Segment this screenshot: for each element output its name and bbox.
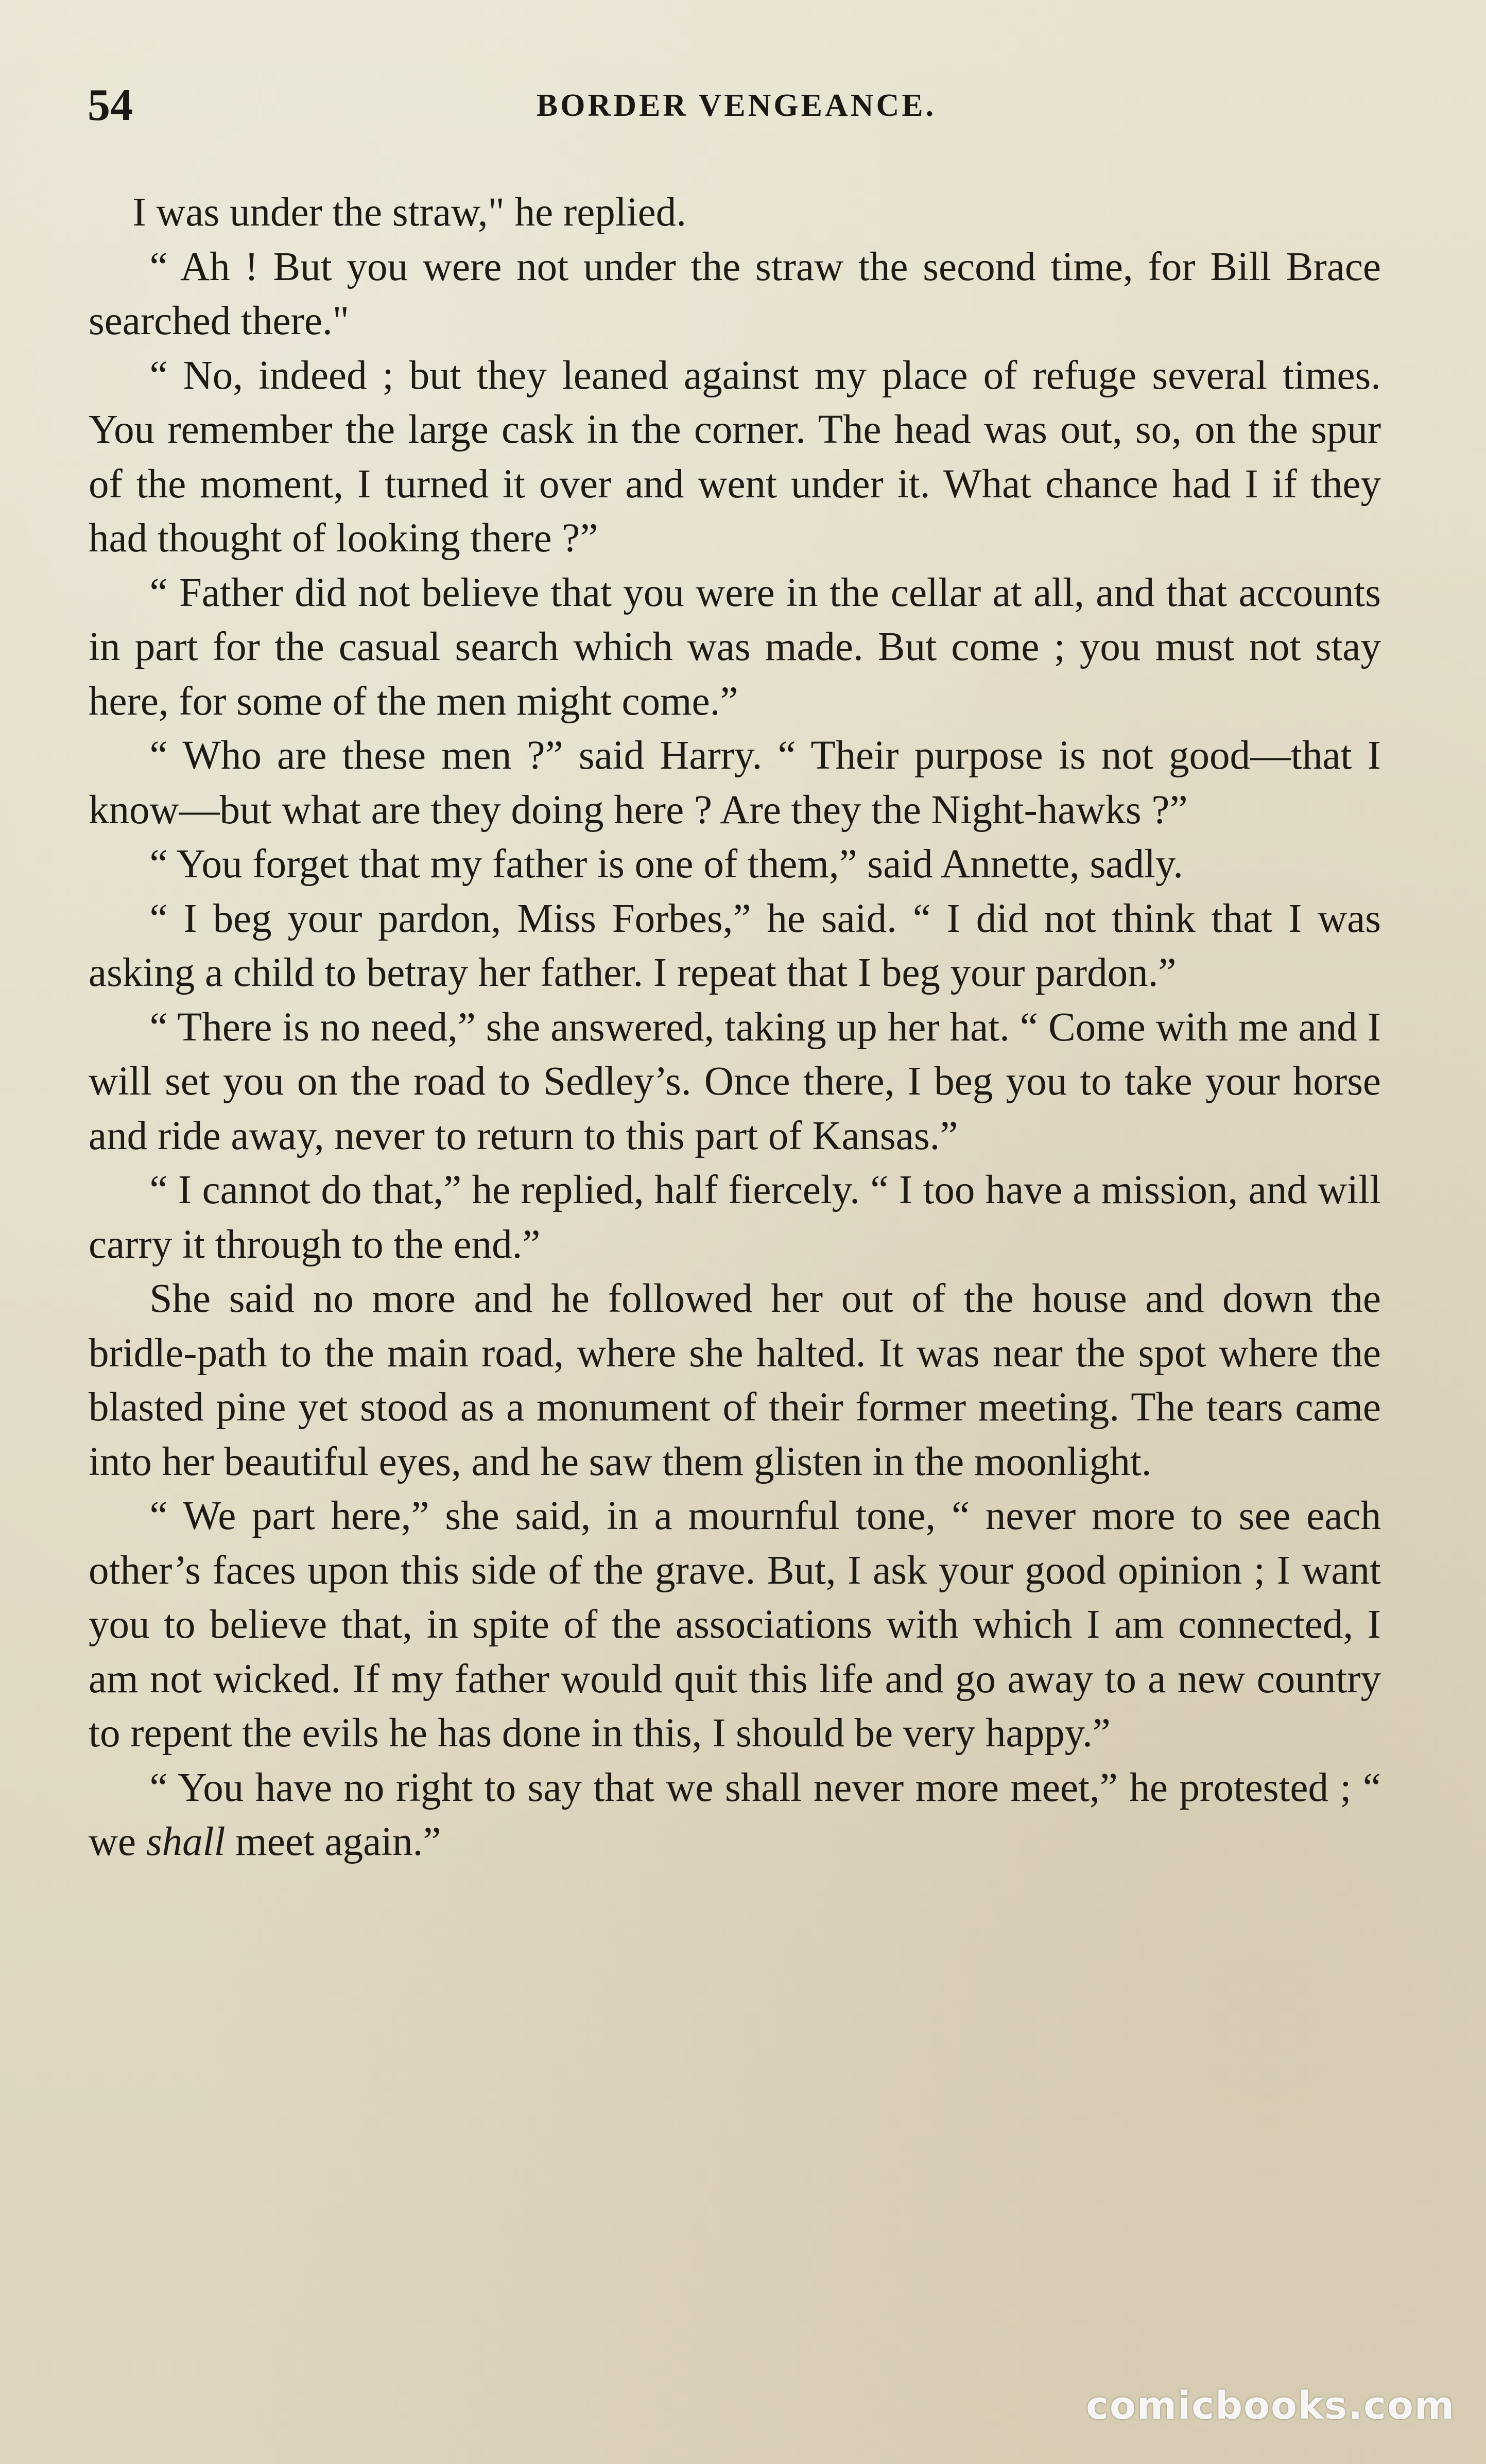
watermark-text: comicbooks.com <box>1086 2384 1455 2428</box>
paragraph: She said no more and he followed her out of the house and down the bridle-path to the main road, where she halted. It was near the spot where the blasted pine yet stood as a monument of their former meeting. The tears came into her beautiful eyes, and he saw them glisten in the moonlight. <box>89 1276 1381 1484</box>
page-header <box>88 77 1385 134</box>
emphasized-word: shall <box>146 1819 226 1864</box>
running-title: BORDER VENGEANCE. <box>536 88 937 123</box>
paragraph: “ There is no need,” she answered, taking up her hat. “ Come with me and I will set you on the road to Sedley’s. Once there, I beg you to take your horse and ride away, never to return to this part of Kansas.” <box>89 1004 1381 1158</box>
paragraph: “ Father did not believe that you were in the cellar at all, and that accounts in part for the casual search which was made. But come ; you must not stay here, for some of the men might come.” <box>89 570 1381 724</box>
paragraph: “ Ah ! But you were not under the straw the second time, for Bill Brace searched there." <box>89 244 1381 343</box>
paragraph-text-before: “ You have no right to say that we shall never more meet,” he protested ; “ we <box>89 1765 1381 1864</box>
page-number: 54 <box>88 80 133 130</box>
paragraph: “ I beg your pardon, Miss Forbes,” he said. “ I did not think that I was asking a child to betray her father. I repeat that I beg your pardon.” <box>89 896 1381 995</box>
paragraph-text-after: meet again.” <box>225 1819 441 1864</box>
paragraph: “ We part here,” she said, in a mournful tone, “ never more to see each other’s faces upon this side of the grave. But, I ask your good opinion ; I want you to believe that, in spite of the associations with which I am connected, I am not wicked. If my father would quit this life and go away to a new country to repent the evils he has done in this, I should be very happy.” <box>89 1494 1381 1756</box>
paragraph: “ You forget that my father is one of them,” said Annette, sadly. <box>149 842 1184 887</box>
body-text <box>89 185 1381 1869</box>
paragraph: I was under the straw," he replied. <box>132 190 686 235</box>
paragraph-last <box>89 1761 1381 1869</box>
paragraph: “ Who are these men ?” said Harry. “ Their purpose is not good—that I know—but what are they doing here ? Are they the Night-hawks ?” <box>89 733 1381 832</box>
paragraph: “ No, indeed ; but they leaned against my place of refuge several times. You remember the large cask in the corner. The head was out, so, on the spur of the moment, I turned it over and went under it. What chance had I if they had thought of looking there ?” <box>89 353 1381 561</box>
paragraph: “ I cannot do that,” he replied, half fiercely. “ I too have a mission, and will carry it through to the end.” <box>89 1168 1381 1267</box>
